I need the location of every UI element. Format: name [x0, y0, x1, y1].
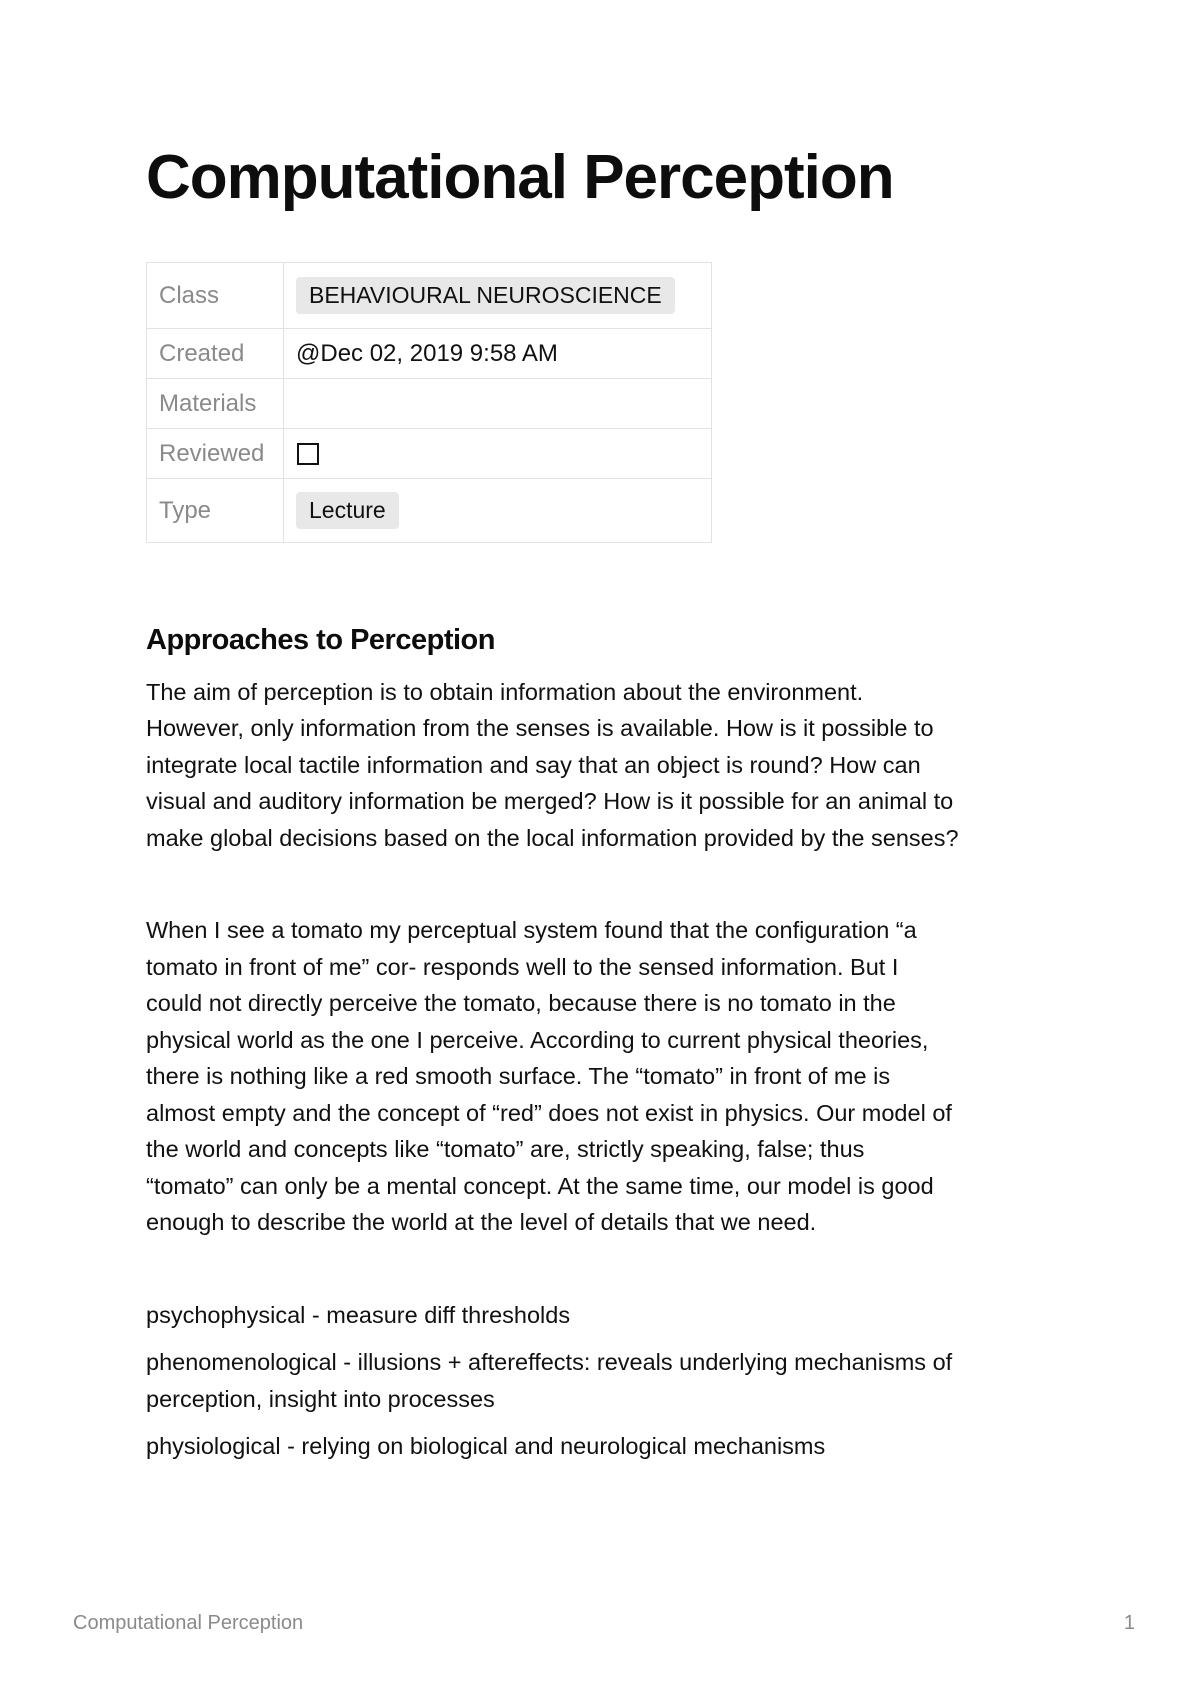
property-row-materials	[147, 379, 712, 429]
property-row-type	[147, 479, 712, 543]
property-label-materials: Materials	[147, 379, 284, 429]
property-row-class	[147, 263, 712, 329]
paragraph-intro	[146, 674, 1066, 857]
property-label-reviewed: Reviewed	[147, 429, 284, 479]
property-row-reviewed	[147, 429, 712, 479]
section-heading: Approaches to Perception	[146, 624, 495, 656]
paragraph-line: integrate local tactile information and say that an object is round? How can	[146, 751, 921, 778]
paragraph-line: the world and concepts like “tomato” are, strictly speaking, false; thus	[146, 1136, 865, 1163]
page-title: Computational Perception	[146, 143, 894, 212]
created-date-value: @Dec 02, 2019 9:58 AM	[284, 329, 712, 379]
approach-physiological	[146, 1428, 1066, 1465]
approach-phenomenological	[146, 1344, 1066, 1417]
footer-page-number: 1	[1123, 1612, 1135, 1634]
paragraph-line: physical world as the one I perceive. According to current physical theories,	[146, 1026, 929, 1053]
property-label-class: Class	[147, 263, 284, 329]
paragraph-tomato	[146, 912, 1066, 1241]
approach-line: perception, insight into processes	[146, 1385, 495, 1412]
approach-psychophysical	[146, 1297, 1066, 1334]
reviewed-checkbox[interactable]	[297, 443, 319, 465]
class-tag[interactable]: BEHAVIOURAL NEUROSCIENCE	[296, 277, 675, 315]
paragraph-line: make global decisions based on the local information provided by the senses?	[146, 824, 959, 851]
property-value-class	[284, 263, 712, 329]
approach-line: physiological - relying on biological and neurological mechanisms	[146, 1433, 826, 1460]
property-value-type	[284, 479, 712, 543]
property-label-created: Created	[147, 329, 284, 379]
paragraph-line: there is nothing like a red smooth surface. The “tomato” in front of me is	[146, 1063, 891, 1090]
reviewed-value	[284, 429, 712, 479]
approach-line: psychophysical - measure diff thresholds	[146, 1301, 571, 1328]
paragraph-line: could not directly perceive the tomato, because there is no tomato in the	[146, 990, 896, 1017]
paragraph-line: almost empty and the concept of “red” does not exist in physics. Our model of	[146, 1099, 952, 1126]
property-label-type: Type	[147, 479, 284, 543]
footer-document-title: Computational Perception	[73, 1612, 304, 1634]
paragraph-line: enough to describe the world at the level of details that we need.	[146, 1209, 817, 1236]
property-row-created	[147, 329, 712, 379]
spacer	[146, 856, 1066, 912]
paragraph-line: “tomato” can only be a mental concept. At the same time, our model is good	[146, 1172, 934, 1199]
paragraph-line: The aim of perception is to obtain information about the environment.	[146, 678, 864, 705]
paragraph-line: When I see a tomato my perceptual system found that the configuration “a	[146, 917, 917, 944]
paragraph-line: However, only information from the senses is available. How is it possible to	[146, 715, 934, 742]
properties-table	[146, 262, 712, 543]
materials-value[interactable]	[284, 379, 712, 429]
paragraph-line: visual and auditory information be merged? How is it possible for an animal to	[146, 788, 954, 815]
paragraph-line: tomato in front of me” cor- responds well to the sensed information. But I	[146, 953, 899, 980]
page-content	[146, 622, 1066, 1476]
approach-line: phenomenological - illusions + aftereffects: reveals underlying mechanisms of	[146, 1349, 953, 1376]
type-tag[interactable]: Lecture	[296, 492, 399, 530]
spacer	[146, 1241, 1066, 1297]
